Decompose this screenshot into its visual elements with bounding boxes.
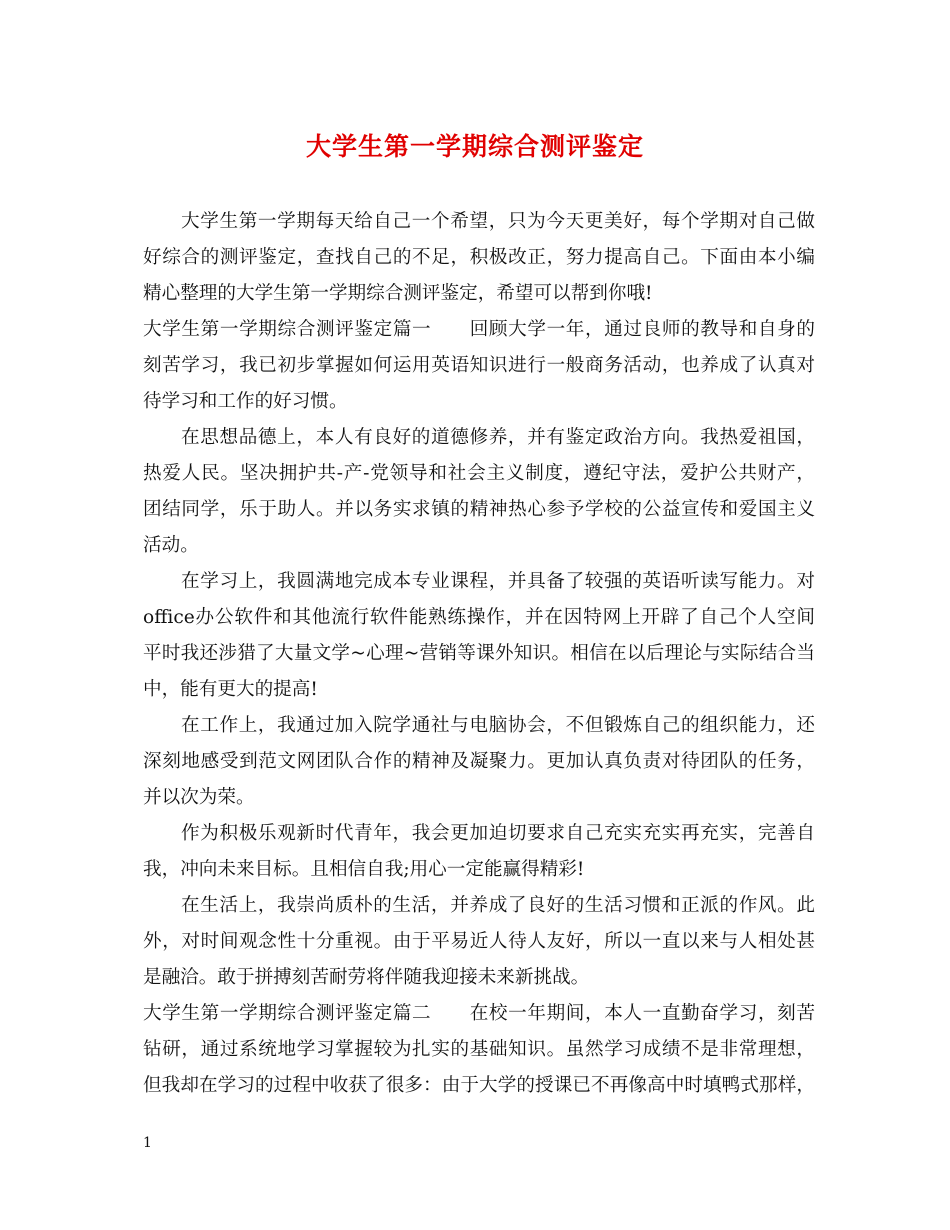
text-line: 深刻地感受到范文网团队合作的精神及凝聚力。更加认真负责对待团队的任务， xyxy=(143,751,815,772)
text-line: 我，冲向未来目标。且相信自我;用心一定能赢得精彩! xyxy=(143,859,585,880)
document-body xyxy=(143,204,815,1104)
text-line: 热爱人民。坚决拥护共-产-党领导和社会主义制度，遵纪守法，爱护公共财产， xyxy=(143,463,815,484)
text-line: 团结同学，乐于助人。并以务实求镇的精神热心参予学校的公益宣传和爱国主义 xyxy=(143,499,815,520)
text-line: 中，能有更大的提高! xyxy=(143,679,318,700)
text-line: 待学习和工作的好习惯。 xyxy=(143,391,348,412)
text-line: 在思想品德上，本人有良好的道德修养，并有鉴定政治方向。我热爱祖国， xyxy=(181,427,815,448)
text-line: 外，对时间观念性十分重视。由于平易近人待人友好，所以一直以来与人相处甚 xyxy=(143,931,815,952)
text-line: 在生活上，我崇尚质朴的生活，并养成了良好的生活习惯和正派的作风。此 xyxy=(181,895,815,916)
text-line: 好综合的测评鉴定，查找自己的不足，积极改正，努力提高自己。下面由本小编 xyxy=(143,247,815,268)
text-line: office办公软件和其他流行软件能熟练操作，并在因特网上开辟了自己个人空间 xyxy=(143,607,815,628)
text-line: 大学生第一学期每天给自己一个希望，只为今天更美好，每个学期对自己做 xyxy=(181,211,815,232)
text-line: 刻苦学习，我已初步掌握如何运用英语知识进行一般商务活动，也养成了认真对 xyxy=(143,355,815,376)
document-title: 大学生第一学期综合测评鉴定 xyxy=(305,132,644,161)
text-line: 但我却在学习的过程中收获了很多：由于大学的授课已不再像高中时填鸭式那样， xyxy=(143,1075,815,1096)
text-line: 是融洽。敢于拼搏刻苦耐劳将伴随我迎接未来新挑战。 xyxy=(143,967,590,988)
text-line: 作为积极乐观新时代青年，我会更加迫切要求自己充实充实再充实，完善自 xyxy=(181,823,815,844)
text-line: 精心整理的大学生第一学期综合测评鉴定，希望可以帮到你哦! xyxy=(143,283,653,304)
text-line: 在工作上，我通过加入院学通社与电脑协会，不但锻炼自己的组织能力，还 xyxy=(181,715,815,736)
text-line: 在学习上，我圆满地完成本专业课程，并具备了较强的英语听读写能力。对 xyxy=(181,571,815,592)
text-line: 并以次为荣。 xyxy=(143,787,255,808)
section-heading-line: 大学生第一学期综合测评鉴定篇二 在校一年期间，本人一直勤奋学习，刻苦 xyxy=(143,1003,815,1024)
text-line: 平时我还涉猎了大量文学~心理~营销等课外知识。相信在以后理论与实际结合当 xyxy=(143,643,815,664)
text-line: 钻研，通过系统地学习掌握较为扎实的基础知识。虽然学习成绩不是非常理想， xyxy=(143,1039,815,1060)
text-line: 活动。 xyxy=(143,535,199,556)
section-heading-line: 大学生第一学期综合测评鉴定篇一 回顾大学一年，通过良师的教导和自身的 xyxy=(143,319,815,340)
page-number: 1 xyxy=(143,1135,152,1151)
